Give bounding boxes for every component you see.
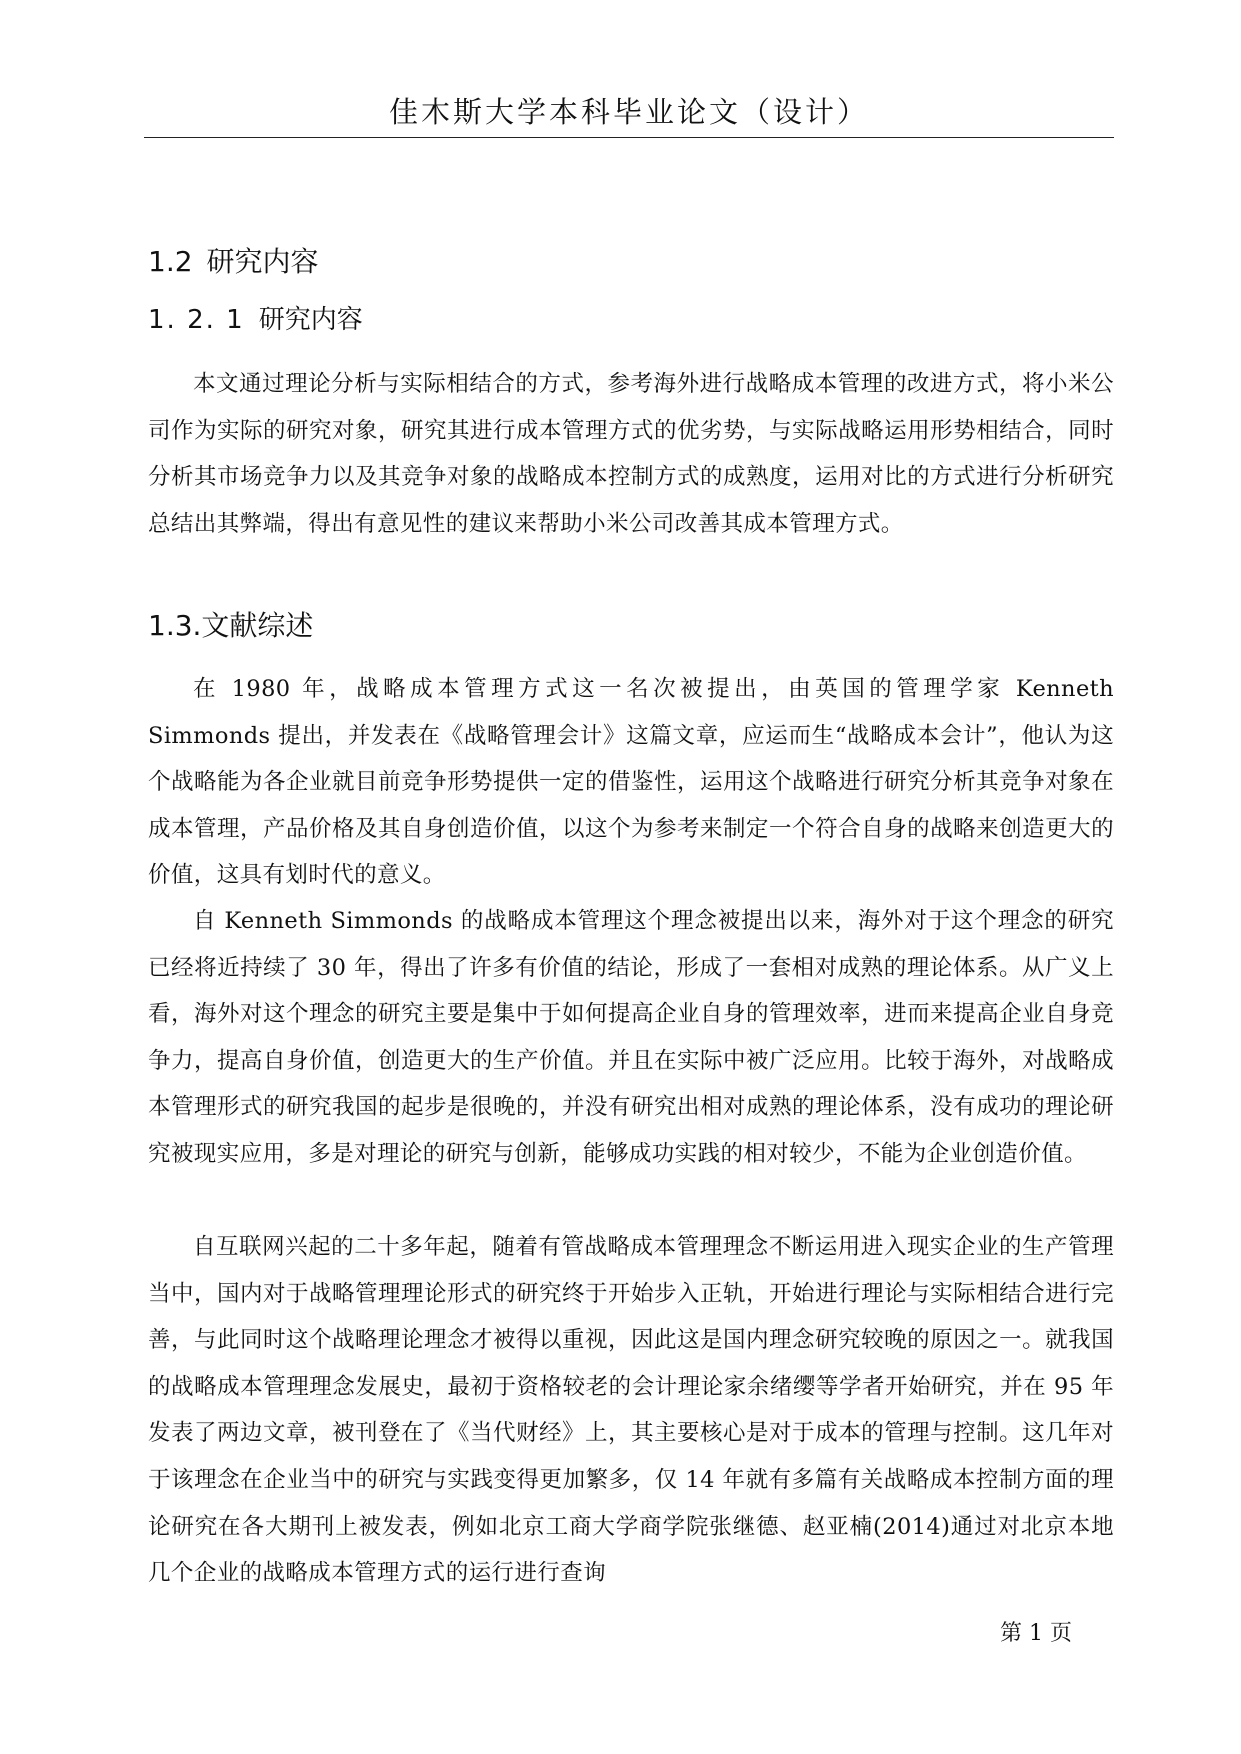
body-paragraph: 自 Kenneth Simmonds 的战略成本管理这个理念被提出以来，海外对于这个理念的研究已经将近持续了 30 年，得出了许多有价值的结论，形成了一套相对成熟的理论体系。从广义上看，海外对这个理念的研究主要是集中于如何提高企业自身的管理效率，进而来提高企业自身竞争力，提高自身价值，创造更大的生产价值。并且在实际中被广泛应用。比较于海外，对战略成本管理形式的研究我国的起步是很晚的，并没有研究出相对成熟的理论体系，没有成功的理论研究被现实应用，多是对理论的研究与创新，能够成功实践的相对较少，不能为企业创造价值。 [148, 908, 1114, 1167]
header-divider [144, 137, 1114, 138]
body-paragraph: 在 1980 年，战略成本管理方式这一名次被提出，由英国的管理学家 Kenneth Simmonds 提出，并发表在《战略管理会计》这篇文章，应运而生“战略成本会计”，他认为这个战略能为各企业就目前竞争形势提供一定的借鉴性，运用这个战略进行研究分析其竞争对象在成本管理，产品价格及其自身创造价值，以这个为参考来制定一个符合自身的战略来创造更大的价值，这具有划时代的意义。 [148, 676, 1114, 889]
body-paragraph: 自互联网兴起的二十多年起，随着有管战略成本管理理念不断运用进入现实企业的生产管理当中，国内对于战略管理理论形式的研究终于开始步入正轨，开始进行理论与实际相结合进行完善，与此同时这个战略理论理念才被得以重视，因此这是国内理念研究较晚的原因之一。就我国的战略成本管理理念发展史，最初于资格较老的会计理论家余绪缨等学者开始研究，并在 95 年发表了两边文章，被刊登在了《当代财经》上，其主要核心是对于成本的管理与控制。这几年对于该理念在企业当中的研究与实践变得更加繁多，仅 14 年就有多篇有关战略成本控制方面的理论研究在各大期刊上被发表，例如北京工商大学商学院张继德、赵亚楠(2014)通过对北京本地几个企业的战略成本管理方式的运行进行查询 [148, 1234, 1114, 1587]
section-heading-1-2-1 [148, 300, 363, 340]
section-title: 研究内容 [206, 245, 319, 278]
body-paragraph: 本文通过理论分析与实际相结合的方式，参考海外进行战略成本管理的改进方式，将小米公司作为实际的研究对象，研究其进行成本管理方式的优劣势，与实际战略运用形势相结合，同时分析其市场竞争力以及其竞争对象的战略成本控制方式的成熟度，运用对比的方式进行分析研究总结出其弊端，得出有意见性的建议来帮助小米公司改善其成本管理方式。 [148, 371, 1114, 537]
section-title: 研究内容 [258, 305, 363, 335]
section-number: 1. 2. 1 [148, 305, 245, 335]
page-number: 第 1 页 [1000, 1621, 1072, 1646]
section-title: 1.3.文献综述 [148, 609, 314, 642]
section-heading-1-3 [148, 606, 313, 646]
section-number: 1.2 [148, 245, 193, 278]
section-heading-1-2 [148, 242, 319, 282]
running-header: 佳木斯大学本科毕业论文（设计） [388, 95, 869, 129]
